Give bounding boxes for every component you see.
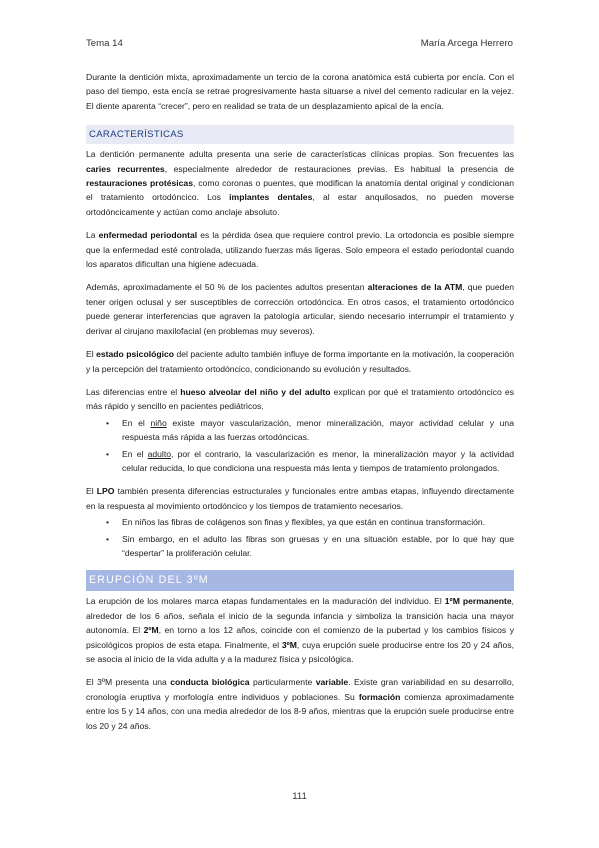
paragraph-3m-conducta: El 3ºM presenta una conducta biológica particularmente variable. Existe gran variabilidad en su desarrollo, cronología eruptiva y morfología entre individuos y poblaciones. Su formación comienza aproximadamente entre los 5 y 14 años, con una media alrededor de los 8-9 años, mientras que la erupción suele producirse entre los 20 y 24 años. bbox=[86, 677, 515, 731]
bullet-list-lpo bbox=[86, 515, 514, 560]
section-heading-erupcion: ERUPCIÓN DEL 3ºM bbox=[86, 570, 514, 591]
paragraph-hueso-alveolar: Las diferencias entre el hueso alveolar del niño y del adulto explican por qué el tratamiento ortodóncico es más rápido y sencillo en pacientes pediátricos. bbox=[86, 386, 514, 412]
paragraph-erupcion-molares: La erupción de los molares marca etapas fundamentales en la maduración del individuo. El 1ºM permanente, alrededor de los 6 años, señala el inicio de la segunda infancia y simboliza la transición hacia una mayor autonomía. El 2ºM, en torno a los 12 años, coincide con el comienzo de la pubertad y los cambios físicos y psicológicos propios de esta etapa. Finalmente, el 3ºM, cuya erupción suele producirse entre los 20 y 24 años, se asocia al inicio de la vida adulta y a la madurez física y psicológica. bbox=[86, 596, 515, 664]
header-right: María Arcega Herrero bbox=[420, 38, 513, 49]
bullet-list-hueso bbox=[86, 416, 514, 476]
header-left: Tema 14 bbox=[86, 38, 123, 49]
list-item: • En niños las fibras de colágenos son finas y flexibles, ya que están en continua transformación. bbox=[106, 517, 486, 528]
paragraph-lpo: El LPO también presenta diferencias estructurales y funcionales entre ambas etapas, influyendo directamente en la respuesta al movimiento ortodóncico y los tiempos de tratamiento necesarios. bbox=[86, 486, 514, 511]
page-content bbox=[86, 70, 514, 733]
paragraph-psicologico: El estado psicológico del paciente adulto también influye de forma importante en la motivación, la cooperación y la percepción del tratamiento ortodóncico, condicionando su evolución y resultados. bbox=[86, 349, 514, 374]
section-heading-caracteristicas: CARACTERÍSTICAS bbox=[86, 125, 514, 144]
list-item: • Sin embargo, en el adulto las fibras son gruesas y en una situación estable, por lo que hay que “despertar” la proliferación celular. bbox=[106, 533, 514, 558]
paragraph-periodontal: La enfermedad periodontal es la pérdida ósea que requiere control previo. La ortodoncia es posible siempre que la enfermedad esté controlada, utilizando fuerzas más ligeras. Solo empeora el estado periodontal cuando los aparatos dificultan una higiene adecuada. bbox=[86, 230, 514, 270]
paragraph-caracteristicas: La dentición permanente adulta presenta una serie de características clínicas propias. Son frecuentes las caries recurrentes, especialmente alrededor de restauraciones previas. Es habitual la presencia de restauraciones protésicas, como coronas o puentes, que modifican la anatomía dental original y condicionan el tratamiento ortodóncico. Los implantes dentales, al estar anquilosados, no pueden moverse ortodóncicamente y actúan como anclaje absoluto. bbox=[86, 149, 514, 217]
paragraph-atm: Además, aproximadamente el 50 % de los pacientes adultos presentan alteraciones de la ATM, que pueden tener origen oclusal y ser susceptibles de corrección ortodóncica. En otros casos, el tratamiento ortodóncico puede generar interferencias que agraven la patología articular, siendo necesario interrumpir el tratamiento y derivar al cirujano maxilofacial (en problemas muy severos). bbox=[86, 282, 514, 336]
intro-paragraph: Durante la dentición mixta, aproximadamente un tercio de la corona anatómica está cubierta por encía. Con el paso del tiempo, esta encía se retrae progresivamente hasta situarse a nivel del cemento radicular en la vejez. El diente aparenta “crecer”, pero en realidad se trata de un desplazamiento apical de la encía. bbox=[86, 72, 514, 111]
list-item: • En el adulto, por el contrario, la vascularización es menor, la mineralización mayor y la actividad celular reducida, lo que condiciona una respuesta más lenta y tiempos de tratamiento prolongados. bbox=[106, 448, 514, 473]
page-number: 111 bbox=[292, 791, 307, 802]
list-item: • En el niño existe mayor vascularización, menor mineralización, mayor actividad celular y una respuesta más rápida a las fuerzas ortodóncicas. bbox=[106, 417, 514, 443]
